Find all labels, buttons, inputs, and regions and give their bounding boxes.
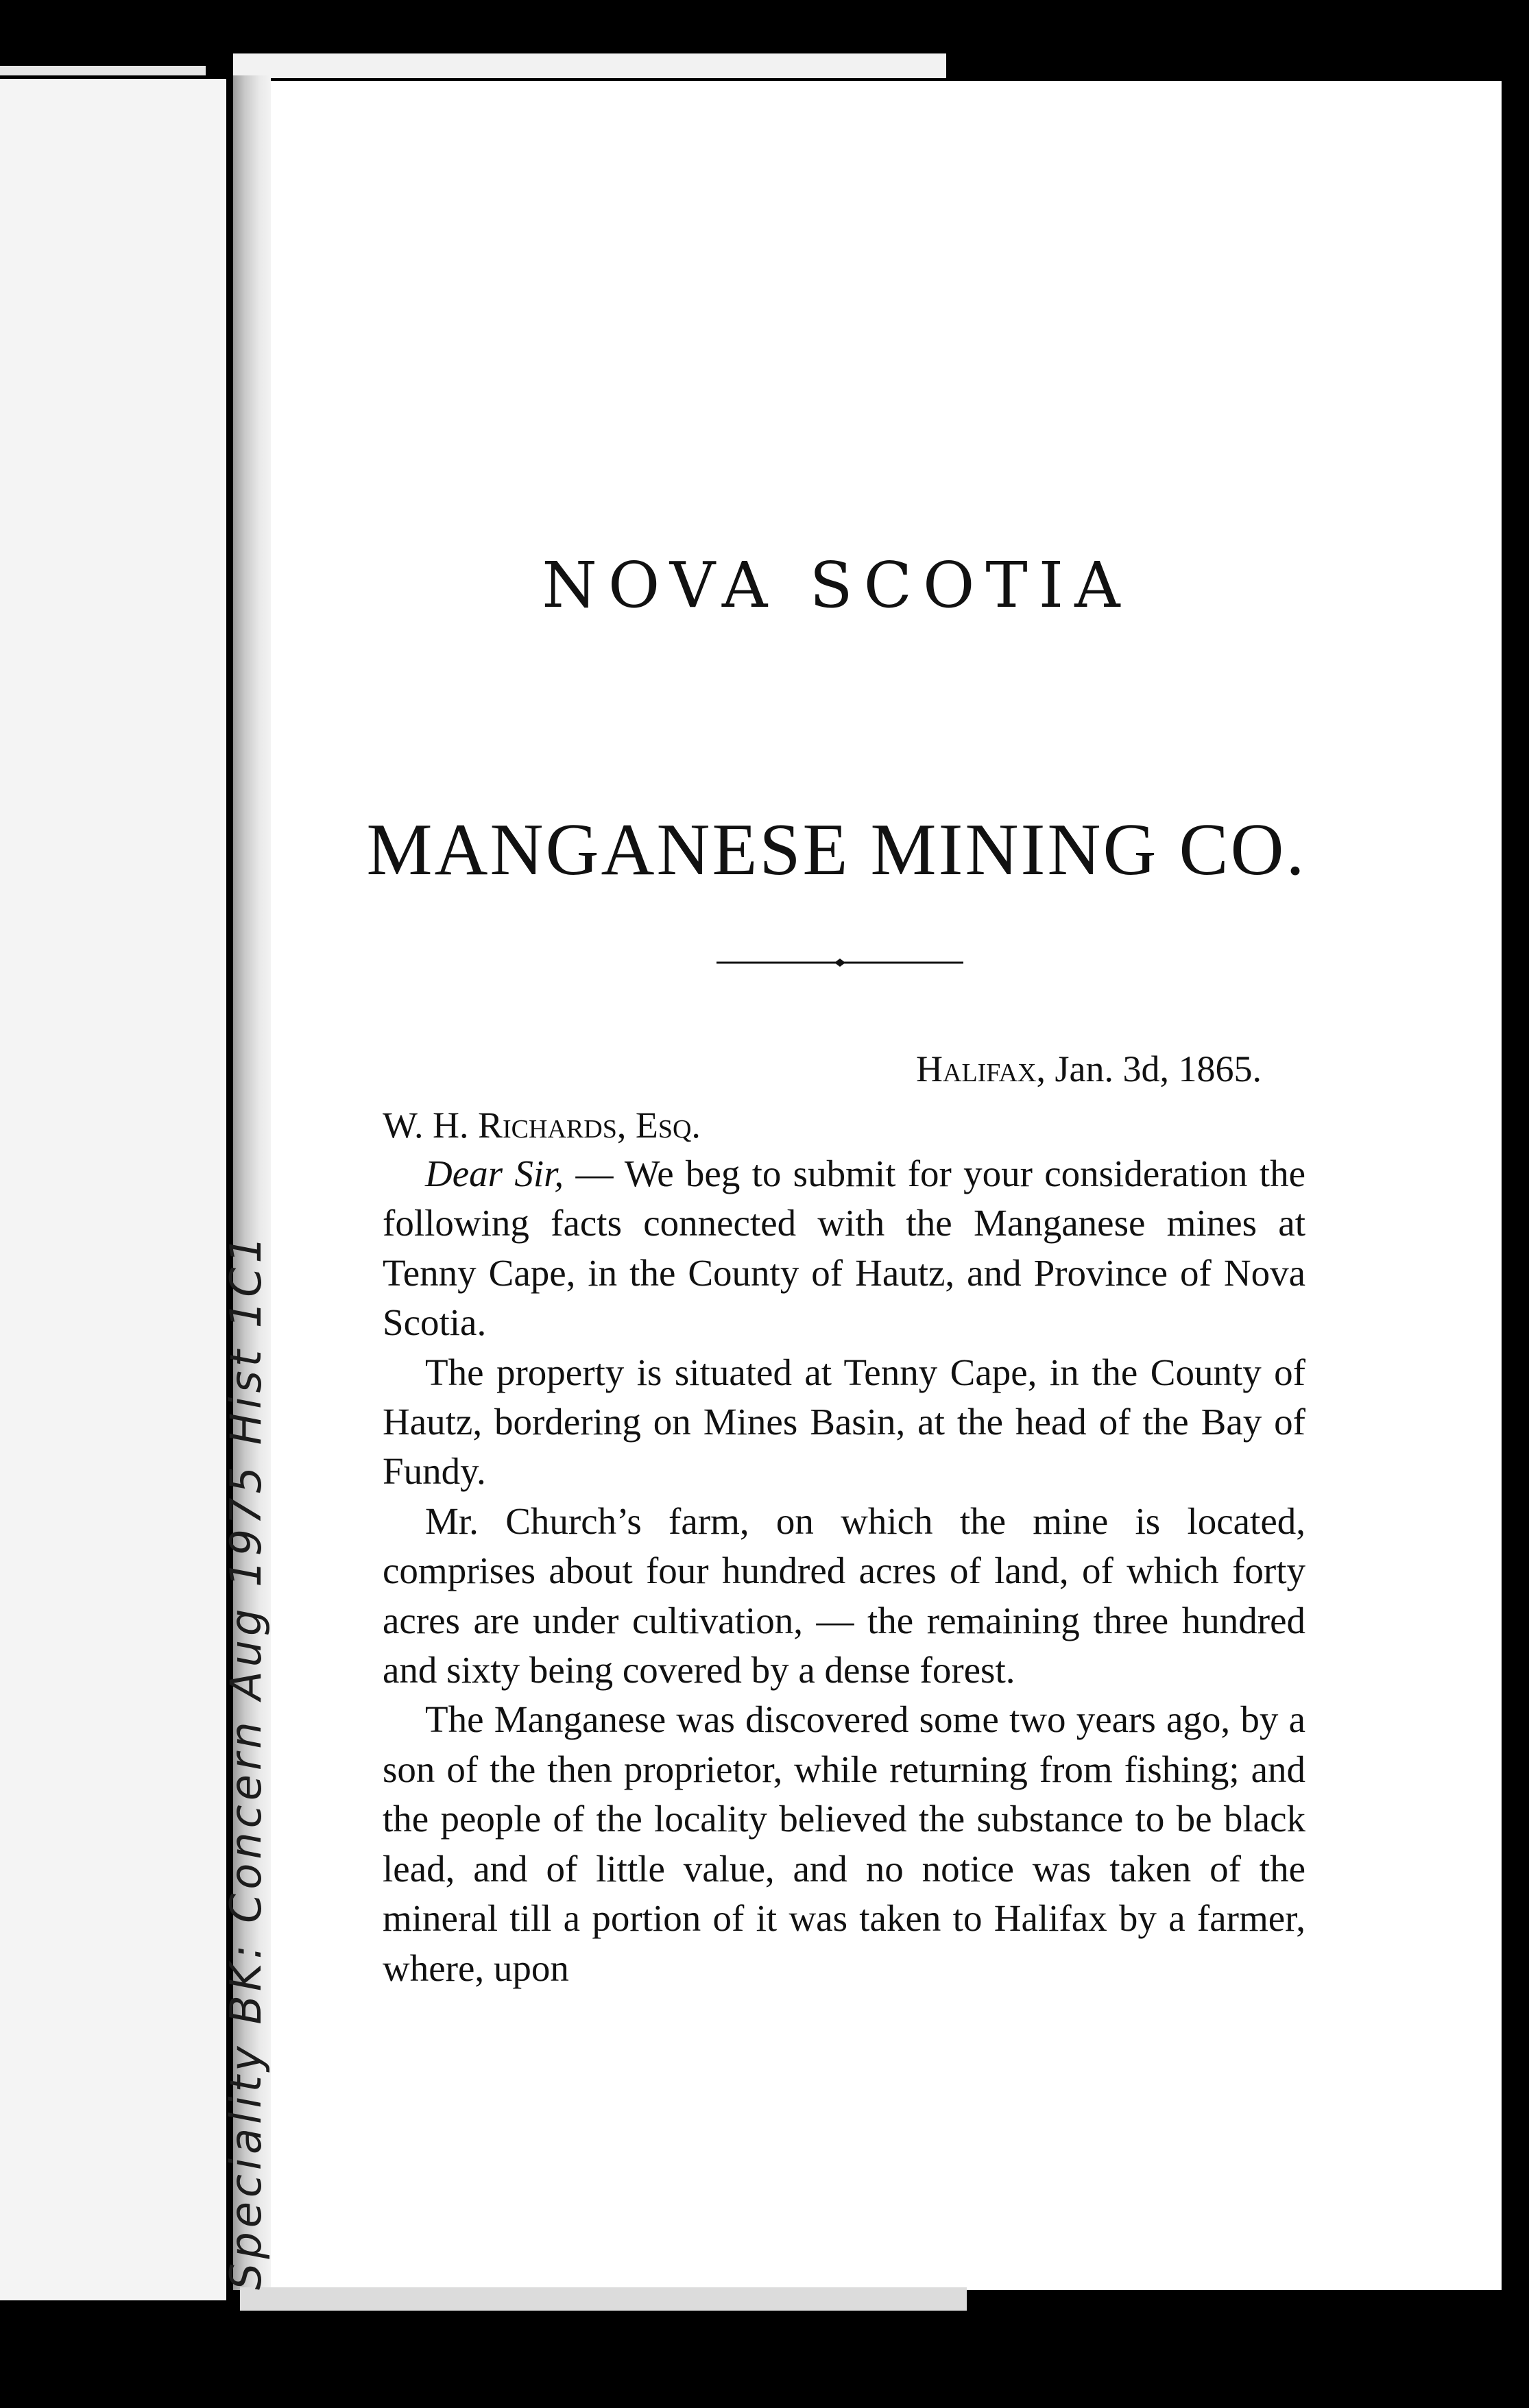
dateline <box>686 1048 1262 1090</box>
paragraph-4: The Manganese was discovered some two years ago, by a son of the then proprietor, while returning from fishing; and the people of the locality believed the substance to be black lead, and of little value, and no notice was taken of the mineral till a portion of it was taken to Halifax by a farmer, where, upon <box>383 1698 1305 1989</box>
letter-body <box>383 1149 1305 1993</box>
page-top-strip <box>233 53 946 78</box>
paragraph-3: Mr. Church’s farm, on which the mine is located, comprises about four hundred acres of land, of which forty acres are under cultivation, — the remaining three hundred and sixty being covered by a dense forest. <box>383 1500 1305 1691</box>
paragraph-2: The property is situated at Tenny Cape, in the County of Hautz, bordering on Mines Basin, at the head of the Bay of Fundy. <box>383 1351 1305 1493</box>
ornament-rule <box>717 954 963 971</box>
heading-line-2: MANGANESE MINING CO. <box>366 809 1307 891</box>
heading-line-1: NOVA SCOTIA <box>542 549 1131 622</box>
addressee: W. H. Richards, Esq. <box>383 1105 701 1146</box>
facing-page <box>0 79 226 2300</box>
back-sheet-edge <box>0 66 206 75</box>
page-bottom-strip <box>240 2287 967 2311</box>
dateline-place: Halifax, <box>916 1048 1046 1089</box>
salutation: Dear Sir, <box>425 1153 564 1194</box>
handwritten-margin-note: Speciality BK: Concern Aug 1975 Hist 1C1 <box>221 1232 271 2290</box>
paragraph-1-text: — We beg to submit for your consideration the following facts connected with the Manganese mines at Tenny Cape, in the County of Hautz, and Province of Nova Scotia. <box>383 1153 1305 1344</box>
dateline-date: Jan. 3d, 1865. <box>1046 1048 1262 1089</box>
paragraph-1 <box>383 1149 1305 1348</box>
